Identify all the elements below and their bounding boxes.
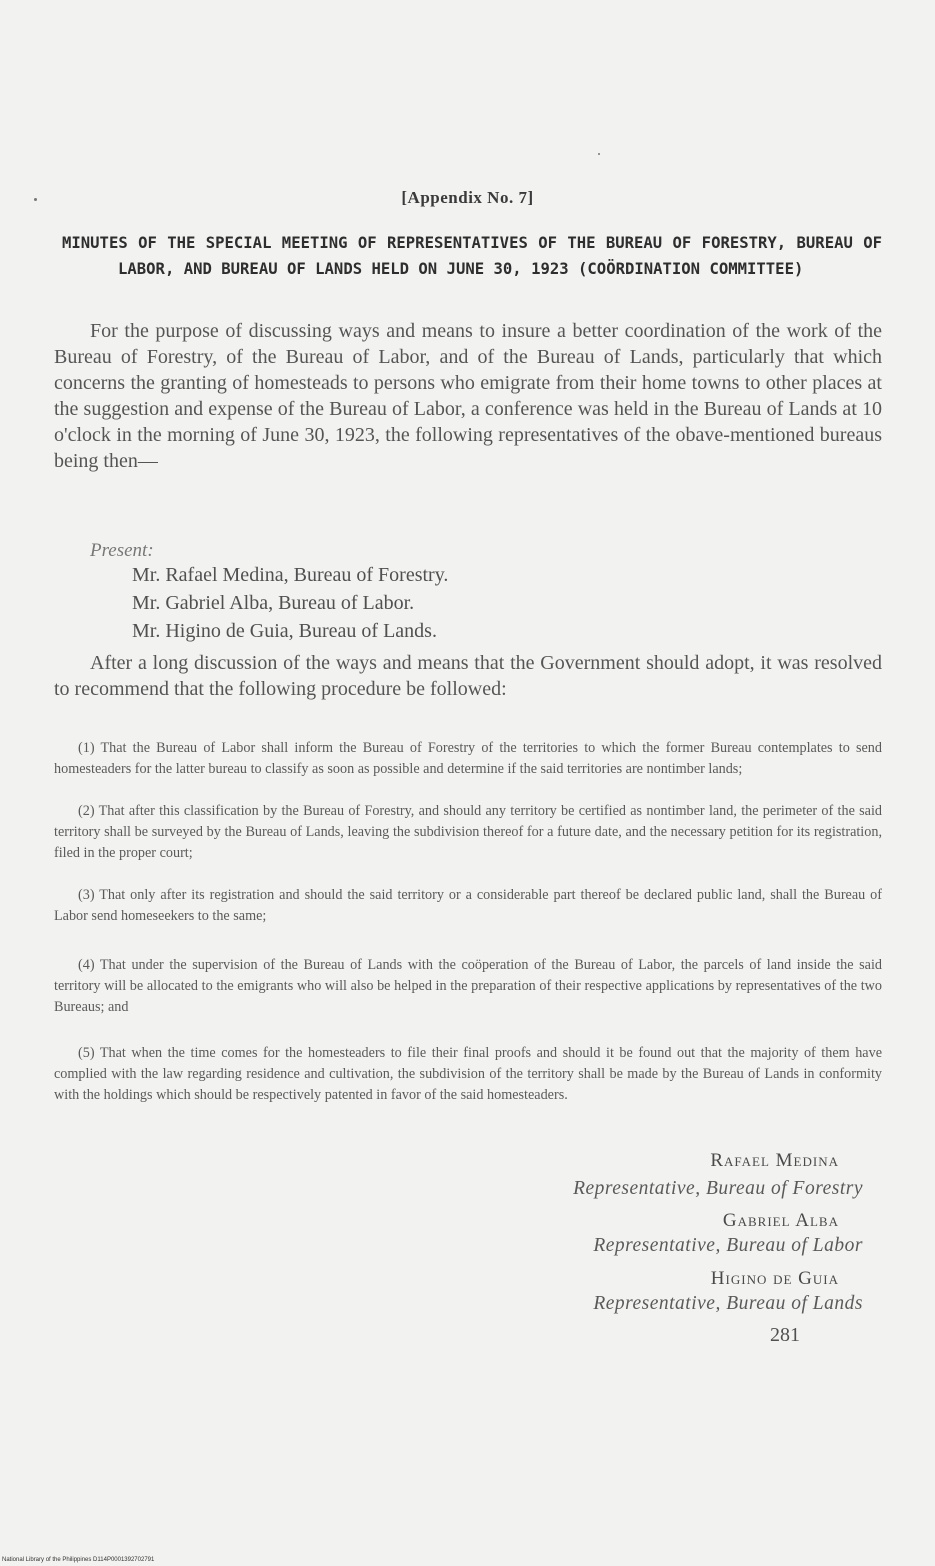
attendee-item: Mr. Higino de Guia, Bureau of Lands. bbox=[132, 620, 437, 642]
signatory-name: Higino de Guia bbox=[710, 1268, 839, 1289]
resolution-paragraph: After a long discussion of the ways and means that the Government should adopt, it was resolved to recommend that the following procedure be followed: bbox=[54, 652, 882, 700]
attendee-item: Mr. Rafael Medina, Bureau of Forestry. bbox=[132, 564, 449, 586]
procedure-item: (1) That the Bureau of Labor shall inform the Bureau of Forestry of the territories to which the former Bureau contemplates to send homesteaders for the latter bureau to classify as soon as possible and determine if the said territories are nontimber lands; bbox=[54, 740, 882, 777]
procedure-item: (4) That under the supervision of the Bureau of Lands with the coöperation of the Bureau of Labor, the parcels of land inside the said territory will be allocated to the emigrants who will also be helped in the preparation of their respective applications by representatives of the two Bureaus; and bbox=[54, 957, 882, 1015]
signatory-title: Representative, Bureau of Lands bbox=[593, 1293, 863, 1314]
signatory-title: Representative, Bureau of Labor bbox=[593, 1235, 863, 1256]
procedure-item: (2) That after this classification by the Bureau of Forestry, and should any territory be certified as nontimber land, the perimeter of the said territory shall be surveyed by the Bureau of Lands, leaving the subdivision thereof for a future date, and the necessary petition for its registration, filed in the proper court; bbox=[54, 803, 882, 861]
signatory-name: Gabriel Alba bbox=[722, 1210, 839, 1231]
document-title: MINUTES OF THE SPECIAL MEETING OF REPRESENTATIVES OF THE BUREAU OF FORESTRY, BUREAU OF LABOR, AND BUREAU OF LANDS HELD ON JUNE 30, 1923 (COÖRDINATION COMMITTEE) bbox=[62, 234, 882, 278]
footer-watermark: National Library of the Philippines D114P0001392702791 bbox=[2, 1557, 155, 1563]
signatory-name: Rafael Medina bbox=[710, 1150, 839, 1171]
intro-paragraph: For the purpose of discussing ways and means to insure a better coordination of the work of the Bureau of Forestry, of the Bureau of Labor, and of the Bureau of Lands, particularly that which concerns the granting of homesteads to persons who emigrate from their home towns to other places at the suggestion and expense of the Bureau of Labor, a conference was held in the Bureau of Lands at 10 o'clock in the morning of June 30, 1923, the following representatives of the obave-mentioned bureaus being then— bbox=[54, 320, 882, 472]
page-number: 281 bbox=[770, 1324, 800, 1346]
procedure-item: (3) That only after its registration and should the said territory or a considerable part thereof be declared public land, shall the Bureau of Labor send homeseekers to the same; bbox=[54, 887, 882, 924]
signatory-title: Representative, Bureau of Forestry bbox=[573, 1178, 863, 1199]
procedure-item: (5) That when the time comes for the homesteaders to file their final proofs and should it be found out that the majority of them have complied with the law regarding residence and cultivation, the subdivision of the territory shall be made by the Bureau of Lands in conformity with the holdings which should be respectively patented in favor of the said homesteaders. bbox=[54, 1045, 882, 1103]
speck-mark bbox=[598, 153, 600, 155]
present-label: Present: bbox=[90, 540, 154, 561]
appendix-label: [Appendix No. 7] bbox=[401, 188, 534, 207]
attendee-item: Mr. Gabriel Alba, Bureau of Labor. bbox=[132, 592, 415, 614]
